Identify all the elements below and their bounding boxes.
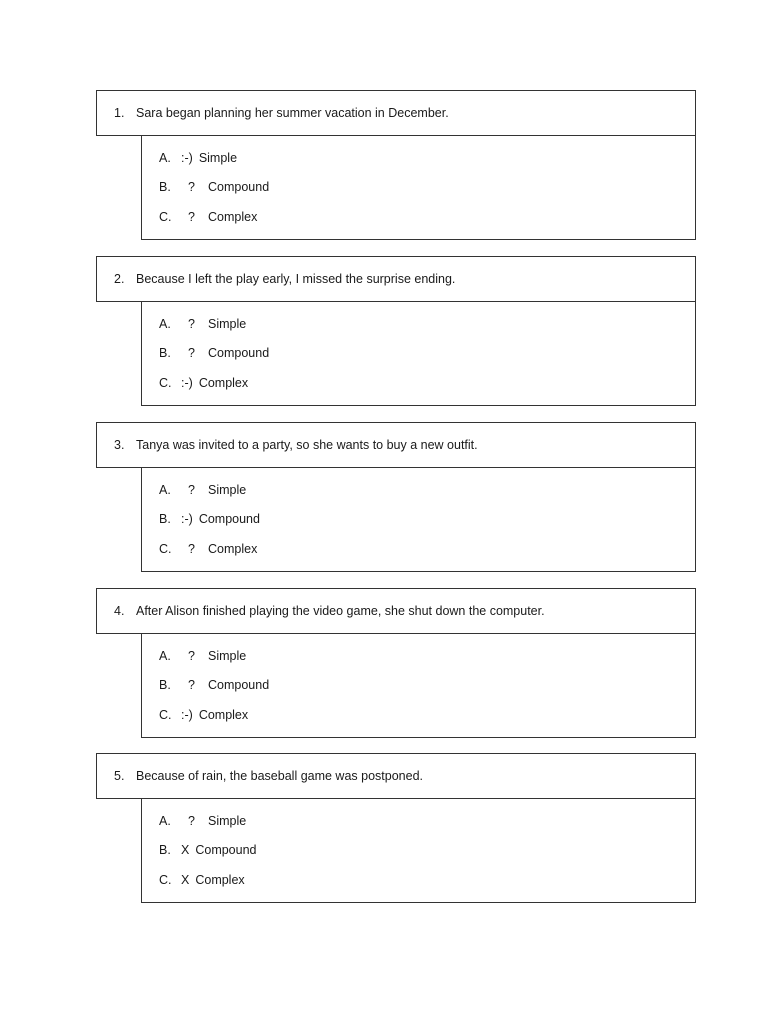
answer-options <box>141 301 696 406</box>
option-letter: C. <box>159 210 172 224</box>
question-3 <box>96 422 696 572</box>
option-label: Compound <box>198 512 260 526</box>
option-mark: X <box>181 843 190 857</box>
option-label: Compound <box>195 843 257 857</box>
answer-options <box>141 798 696 903</box>
question-text: Because of rain, the baseball game was postponed. <box>136 769 423 783</box>
option-a[interactable] <box>159 813 246 829</box>
option-mark: ? <box>188 317 195 331</box>
option-a[interactable] <box>159 150 237 166</box>
option-letter: C. <box>159 376 172 390</box>
option-letter: B. <box>159 843 171 857</box>
option-a[interactable] <box>159 482 246 498</box>
option-b[interactable] <box>159 345 269 361</box>
question-number: 3. <box>114 438 125 452</box>
option-letter: B. <box>159 346 171 360</box>
question-prompt <box>96 753 696 799</box>
option-mark: X <box>181 873 190 887</box>
question-prompt <box>96 422 696 468</box>
option-label: Complex <box>198 708 249 722</box>
question-number: 5. <box>114 769 125 783</box>
question-text: Sara began planning her summer vacation in December. <box>136 106 449 120</box>
question-prompt <box>96 90 696 136</box>
option-mark: ? <box>188 649 195 663</box>
question-5 <box>96 753 696 903</box>
option-mark: :-) <box>181 151 193 165</box>
option-mark: ? <box>188 483 195 497</box>
question-text: Tanya was invited to a party, so she wants to buy a new outfit. <box>136 438 478 452</box>
option-mark: ? <box>188 210 195 224</box>
option-label: Complex <box>195 873 245 887</box>
option-letter: C. <box>159 873 172 887</box>
option-mark: :-) <box>181 512 193 526</box>
question-number: 4. <box>114 604 125 618</box>
option-label: Compound <box>208 180 270 194</box>
option-c[interactable] <box>159 872 245 888</box>
question-prompt <box>96 256 696 302</box>
option-mark: :-) <box>181 708 193 722</box>
option-letter: A. <box>159 483 171 497</box>
option-letter: C. <box>159 542 172 556</box>
option-a[interactable] <box>159 648 246 664</box>
question-1 <box>96 90 696 240</box>
option-letter: A. <box>159 151 171 165</box>
answer-options <box>141 467 696 572</box>
option-label: Complex <box>198 376 249 390</box>
answer-options <box>141 633 696 738</box>
option-letter: B. <box>159 180 171 194</box>
option-mark: ? <box>188 678 195 692</box>
option-c[interactable] <box>159 375 248 391</box>
option-mark: :-) <box>181 376 193 390</box>
option-b[interactable] <box>159 842 257 858</box>
option-c[interactable] <box>159 209 257 225</box>
option-label: Simple <box>208 317 247 331</box>
question-text: Because I left the play early, I missed the surprise ending. <box>136 272 456 286</box>
option-b[interactable] <box>159 511 260 527</box>
question-number: 1. <box>114 106 125 120</box>
option-label: Complex <box>208 210 258 224</box>
option-label: Simple <box>208 649 247 663</box>
question-text: After Alison finished playing the video game, she shut down the computer. <box>136 604 545 618</box>
option-letter: C. <box>159 708 172 722</box>
option-label: Compound <box>208 346 270 360</box>
option-label: Simple <box>208 814 247 828</box>
option-label: Complex <box>208 542 258 556</box>
answer-options <box>141 135 696 240</box>
option-a[interactable] <box>159 316 246 332</box>
option-mark: ? <box>188 542 195 556</box>
option-c[interactable] <box>159 541 257 557</box>
question-4 <box>96 588 696 738</box>
option-b[interactable] <box>159 179 269 195</box>
option-c[interactable] <box>159 707 248 723</box>
option-letter: B. <box>159 512 171 526</box>
option-label: Simple <box>198 151 238 165</box>
question-prompt <box>96 588 696 634</box>
question-number: 2. <box>114 272 125 286</box>
option-mark: ? <box>188 814 195 828</box>
option-label: Simple <box>208 483 247 497</box>
question-2 <box>96 256 696 406</box>
option-letter: A. <box>159 814 171 828</box>
option-b[interactable] <box>159 677 269 693</box>
option-mark: ? <box>188 180 195 194</box>
option-mark: ? <box>188 346 195 360</box>
option-letter: A. <box>159 317 171 331</box>
option-label: Compound <box>208 678 270 692</box>
option-letter: B. <box>159 678 171 692</box>
option-letter: A. <box>159 649 171 663</box>
